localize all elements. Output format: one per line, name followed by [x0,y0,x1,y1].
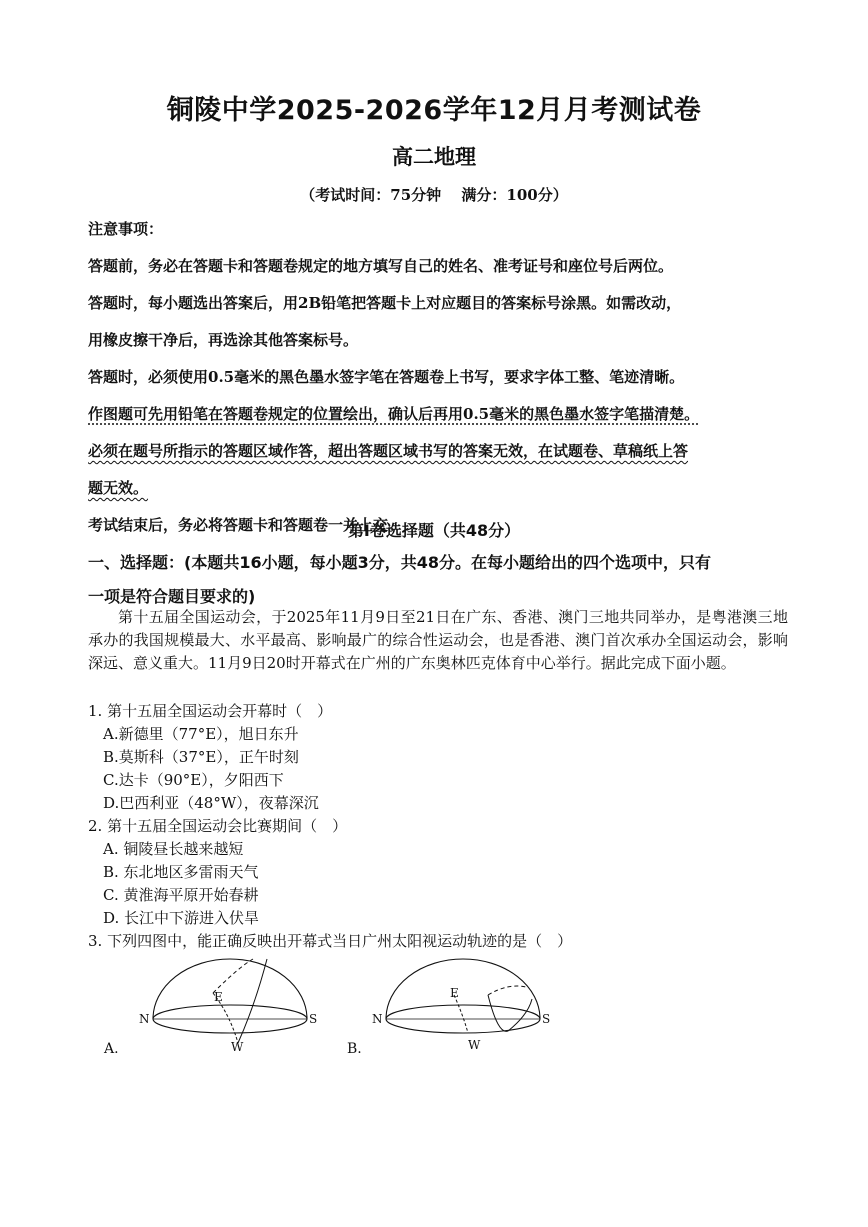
east-label: E [450,986,459,1000]
question-type-intro [88,546,788,614]
question-2-option-a: A. 铜陵昼长越来越短 [103,840,244,858]
exam-title: 铜陵中学2025-2026学年12月月考测试卷 [166,95,702,126]
notice-line: 答题时，每小题选出答案后，用2B铅笔把答题卡上对应题目的答案标号涂黑。如需改动， [88,294,682,312]
question-1-option-b: B.莫斯科（37°E），正午时刻 [103,748,299,766]
question-1-option-c: C.达卡（90°E），夕阳西下 [103,771,284,789]
intro-line: 一、选择题：(本题共16小题，每小题3分，共48分。在每小题给出的四个选项中，只有 [88,553,711,572]
south-label: S [542,1012,551,1026]
notice-line: 必须在题号所指示的答题区域作答，超出答题区域书写的答案无效，在试题卷、草稿纸上答 [88,442,689,460]
west-label: W [231,1040,244,1054]
notice-heading: 注意事项： [88,220,164,238]
sun-path-figure-a [135,955,325,1059]
sun-path-figure-b [368,955,558,1059]
notice-line: 题无效。 [88,479,149,497]
section-title: 第Ⅰ卷选择题（共48分） [347,521,521,540]
question-1-option-a: A.新德里（77°E），旭日东升 [103,725,299,743]
intro-line: 一项是符合题目要求的) [88,587,256,606]
question-3-stem: 3. 下列四图中，能正确反映出开幕式当日广州太阳视运动轨迹的是（ ） [88,932,573,950]
north-label: N [139,1012,150,1026]
question-2-option-c: C. 黄淮海平原开始春耕 [103,886,259,904]
question-1-stem: 1. 第十五届全国运动会开幕时（ ） [88,702,333,720]
notice-line: 作图题可先用铅笔在答题卷规定的位置绘出，确认后再用0.5毫米的黑色墨水签字笔描清楚。 [88,405,700,423]
figure-b-label: B. [347,1041,362,1057]
sun-path-diagram-b [368,955,558,1055]
question-1-option-d: D.巴西利亚（48°W），夜幕深沉 [103,794,319,812]
west-label: W [468,1038,481,1052]
notice-line: 考试结束后，务必将答题卡和答题卷一并上交。 [88,516,404,534]
question-2-stem: 2. 第十五届全国运动会比赛期间（ ） [88,817,348,835]
notice-line: 用橡皮擦干净后，再选涂其他答案标号。 [88,331,359,349]
figure-a-label: A. [104,1041,119,1057]
notice-line: 答题时，必须使用0.5毫米的黑色墨水签字笔在答题卷上书写，要求字体工整、笔迹清晰。 [88,368,685,386]
north-label: N [372,1012,383,1026]
reading-passage: 第十五届全国运动会，于2025年11月9日至21日在广东、香港、澳门三地共同举办，是粤港澳三地承办的我国规模最大、水平最高、影响最广的综合性运动会，也是香港、澳门首次承办全国运动会，影响深远、意义重大。11月9日20时开幕式在广州的广东奥林匹克体育中心举行。据此完成下面小题。 [88,608,788,672]
exam-info: （考试时间：75分钟 满分：100分） [300,186,568,204]
exam-subject: 高二地理 [392,145,476,169]
question-2-option-d: D. 长江中下游进入伏旱 [103,909,260,927]
south-label: S [309,1012,318,1026]
sun-path-diagram-a [135,955,325,1055]
notice-line: 答题前，务必在答题卡和答题卷规定的地方填写自己的姓名、准考证号和座位号后两位。 [88,257,674,275]
notice-block [88,211,808,544]
question-2-option-b: B. 东北地区多雷雨天气 [103,863,259,881]
east-label: E [214,990,223,1004]
